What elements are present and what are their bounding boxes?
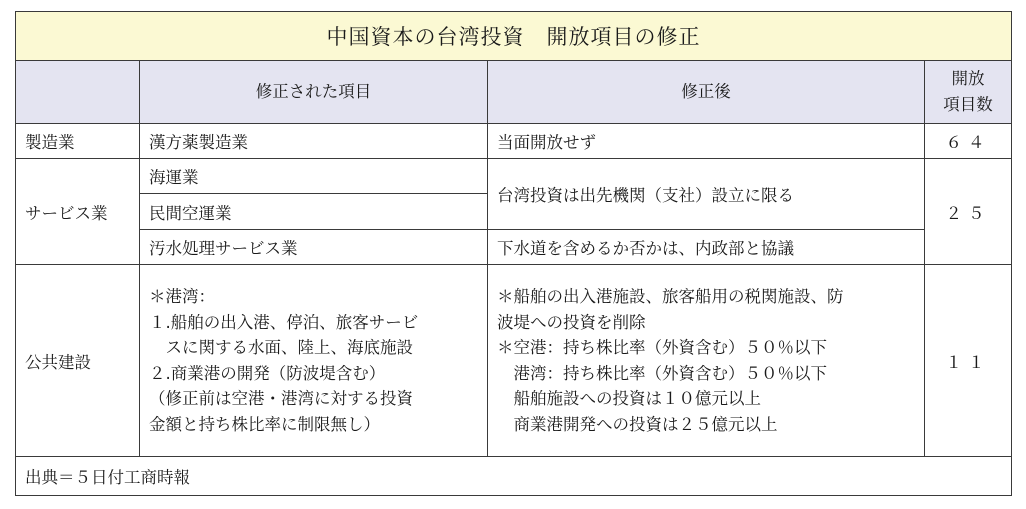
item-shipping: 海運業	[140, 159, 488, 194]
item-line: ２.商業港の開発（防波堤含む）	[149, 363, 386, 383]
category-services: サービス業	[16, 159, 140, 265]
table-row-services-1	[16, 159, 1012, 194]
table-row-public-works	[16, 265, 1012, 457]
header-count-line1: 開放	[951, 69, 985, 88]
header-category	[16, 61, 140, 124]
item-private-airline: 民間空運業	[140, 194, 488, 230]
item-line: 金額と持ち株比率に制限無し）	[149, 414, 380, 434]
after-line: 波堤への投資を削除	[497, 312, 646, 332]
header-modified-item: 修正された項目	[140, 61, 488, 124]
after-branch-only: 台湾投資は出先機関（支社）設立に限る	[488, 159, 925, 230]
item-line: １.船舶の出入港、停泊、旅客サービ	[149, 312, 419, 332]
after-public-works	[488, 265, 925, 457]
table-row-services-3	[16, 230, 1012, 265]
investment-table	[15, 11, 1012, 496]
header-after-modification: 修正後	[488, 61, 925, 124]
after-chinese-medicine: 当面開放せず	[488, 124, 925, 159]
item-sewage: 汚水処理サービス業	[140, 230, 488, 265]
count-manufacturing: ６４	[925, 124, 1012, 159]
item-line: スに関する水面、陸上、海底施設	[149, 338, 413, 357]
item-line: ＊港湾：	[149, 287, 215, 306]
count-services: ２５	[925, 159, 1012, 265]
category-manufacturing: 製造業	[16, 124, 140, 159]
header-count-line2: 項目数	[943, 95, 993, 114]
item-line: （修正前は空港・港湾に対する投資	[149, 389, 413, 408]
count-public-works: １１	[925, 265, 1012, 457]
after-line: 船舶施設への投資は１０億元以上	[497, 389, 761, 408]
source-note: 出典＝５日付工商時報	[16, 457, 1012, 496]
item-chinese-medicine: 漢方薬製造業	[140, 124, 488, 159]
table-title: 中国資本の台湾投資 開放項目の修正	[16, 12, 1012, 61]
after-sewage: 下水道を含めるか否かは、内政部と協議	[488, 230, 925, 265]
item-ports	[140, 265, 488, 457]
after-line: 商業港開発への投資は２５億元以上	[497, 414, 778, 434]
after-line: 港湾：持ち株比率（外資含む）５０％以下	[497, 363, 827, 383]
category-public-works: 公共建設	[16, 265, 140, 457]
after-line: ＊空港：持ち株比率（外資含む）５０％以下	[497, 338, 827, 357]
header-open-item-count	[925, 61, 1012, 124]
after-line: ＊船舶の出入港施設、旅客船用の税関施設、防	[497, 287, 844, 306]
table-row-manufacturing	[16, 124, 1012, 159]
